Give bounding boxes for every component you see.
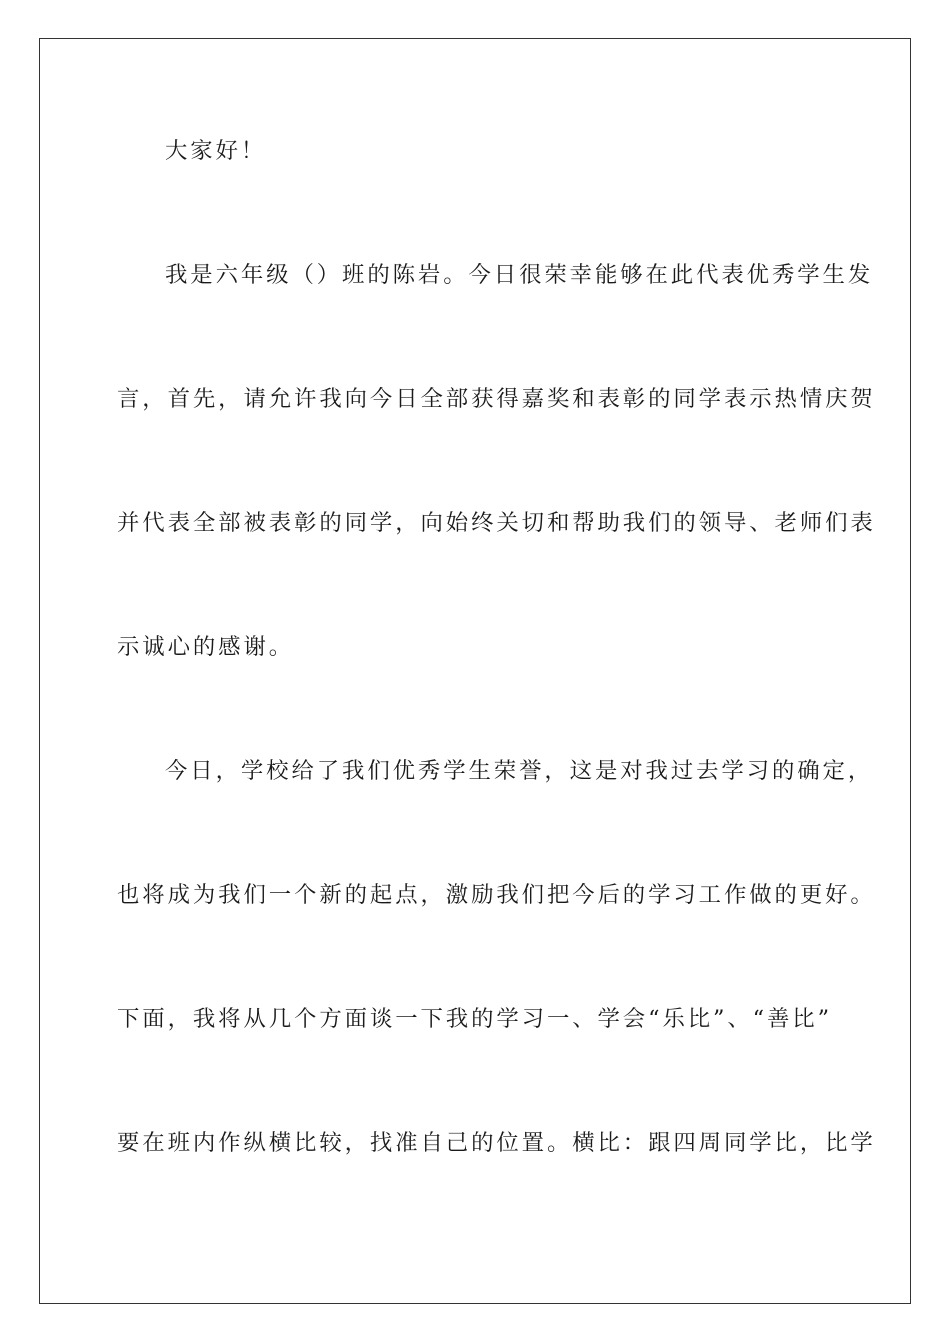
paragraph-2-line-4: 要在班内作纵横比较，找准自己的位置。横比：跟四周同学比，比学 — [117, 1130, 876, 1156]
paragraph-1-line-4: 示诚心的感谢。 — [117, 634, 295, 660]
paragraph-2-line-1: 今日，学校给了我们优秀学生荣誉，这是对我过去学习的确定， — [165, 758, 874, 784]
paragraph-1-line-3: 并代表全部被表彰的同学，向始终关切和帮助我们的领导、老师们表 — [117, 510, 876, 536]
paragraph-1-line-1: 我是六年级（）班的陈岩。今日很荣幸能够在此代表优秀学生发 — [165, 262, 874, 288]
paragraph-2-line-3: 下面，我将从几个方面谈一下我的学习一、学会“乐比”、“善比” — [117, 1006, 832, 1032]
greeting-line: 大家好！ — [165, 138, 267, 164]
paragraph-1-line-2: 言，首先，请允许我向今日全部获得嘉奖和表彰的同学表示热情庆贺 — [117, 386, 876, 412]
page-border — [39, 38, 911, 1304]
paragraph-2-line-2: 也将成为我们一个新的起点，激励我们把今后的学习工作做的更好。 — [117, 882, 876, 908]
